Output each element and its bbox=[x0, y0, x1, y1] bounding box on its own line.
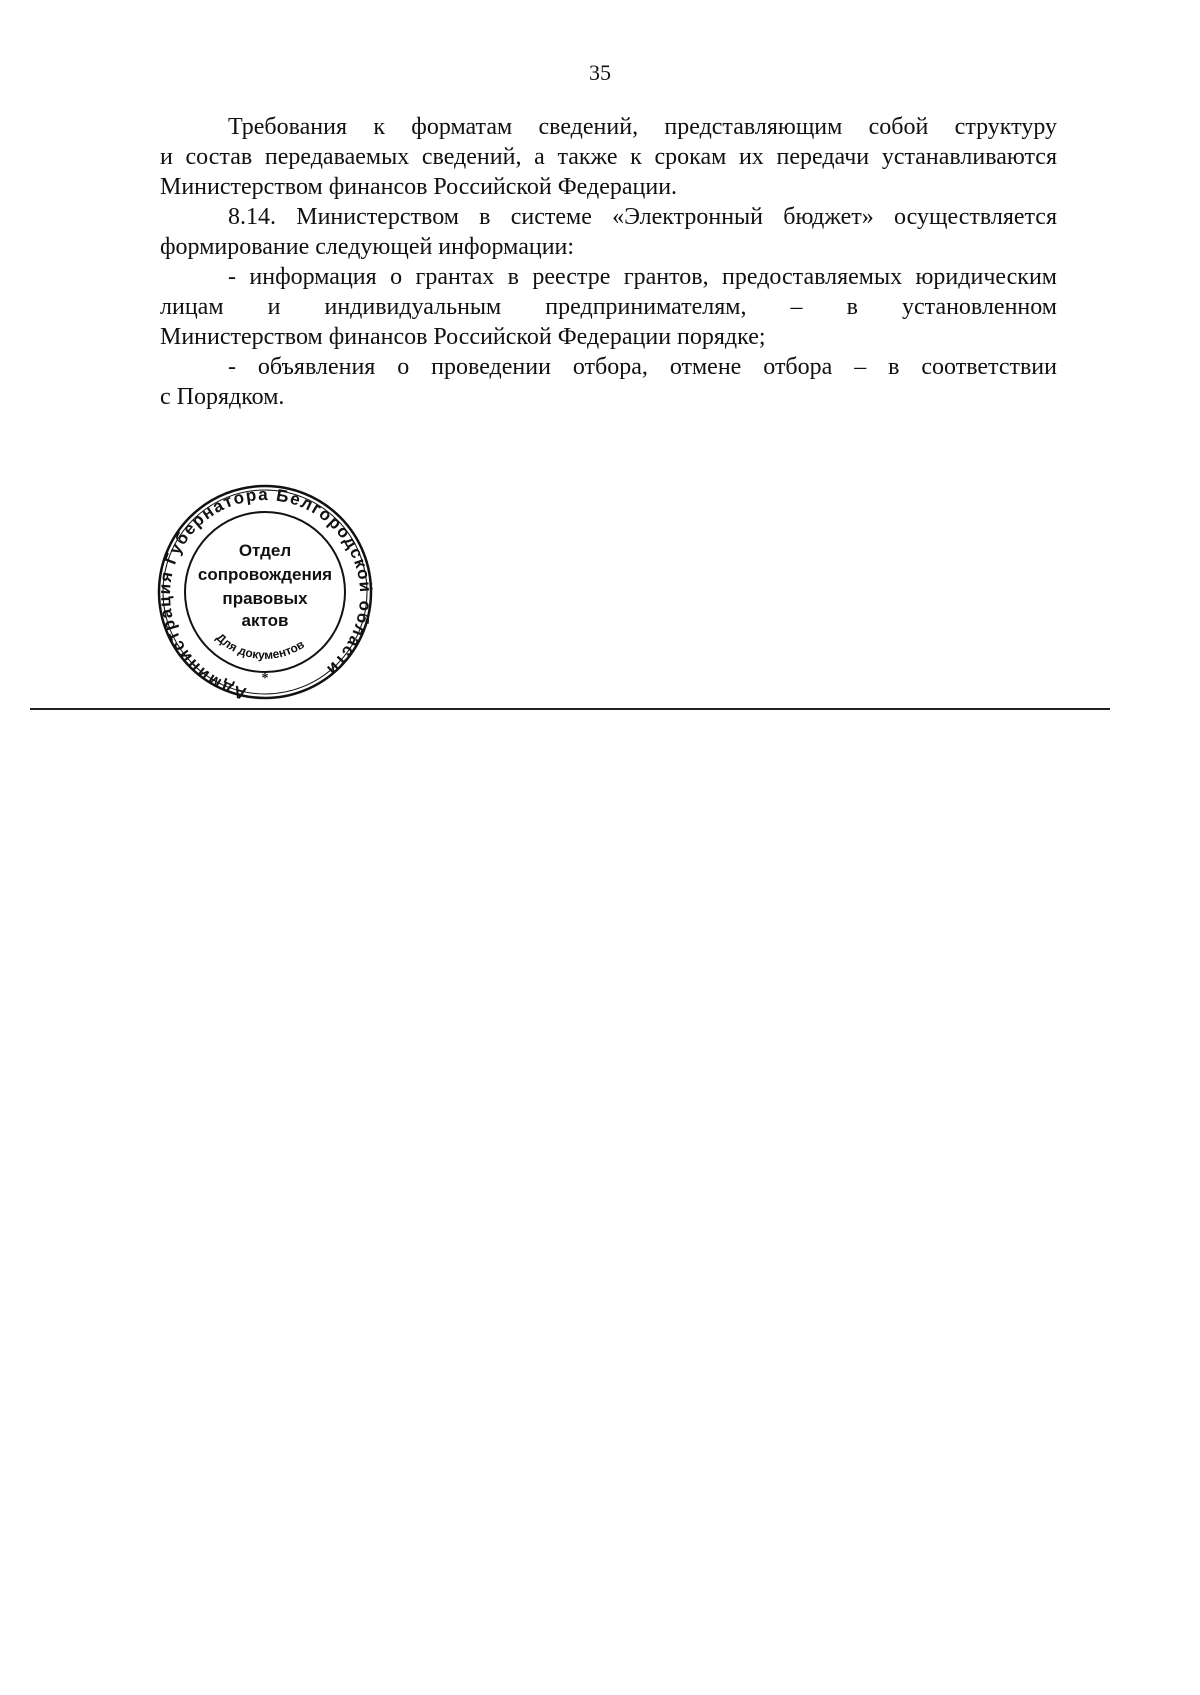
paragraph-line: Министерством финансов Российской Федерации. bbox=[160, 174, 678, 200]
stamp-outer-text: Администрация Губернатора Белгородской области bbox=[154, 484, 376, 704]
paragraph-line: формирование следующей информации: bbox=[160, 234, 575, 260]
paragraph-line: и состав передаваемых сведений, а также к срокам их передачи устанавливаются bbox=[160, 144, 1057, 170]
stamp-center-line: Отдел bbox=[238, 541, 292, 560]
paragraph-line: лицам и индивидуальным предпринимателям, – в установленном bbox=[160, 294, 1057, 320]
paragraph-line: - информация о грантах в реестре грантов, предоставляемых юридическим bbox=[228, 264, 1057, 290]
stamp-inner-text: Для документов bbox=[213, 630, 307, 663]
paragraph-line: Министерством финансов Российской Федерации порядке; bbox=[160, 324, 766, 350]
svg-text:Для документов bbox=[213, 630, 306, 662]
paragraph-line: Требования к форматам сведений, представляющим собой структуру bbox=[228, 114, 1057, 140]
stamp-center-line: актов bbox=[241, 611, 289, 630]
stamp-seal bbox=[150, 480, 380, 710]
horizontal-rule bbox=[30, 708, 1110, 710]
page-number: 35 bbox=[589, 60, 611, 85]
paragraph-line: 8.14. Министерством в системе «Электронный бюджет» осуществляется bbox=[228, 204, 1057, 230]
stamp-center-line: сопровождения bbox=[197, 565, 333, 584]
paragraph-line: с Порядком. bbox=[160, 384, 285, 410]
paragraph-line: - объявления о проведении отбора, отмене отбора – в соответствии bbox=[228, 354, 1057, 380]
stamp-center-line: правовых bbox=[222, 589, 308, 608]
stamp-star-icon: * bbox=[261, 671, 269, 686]
